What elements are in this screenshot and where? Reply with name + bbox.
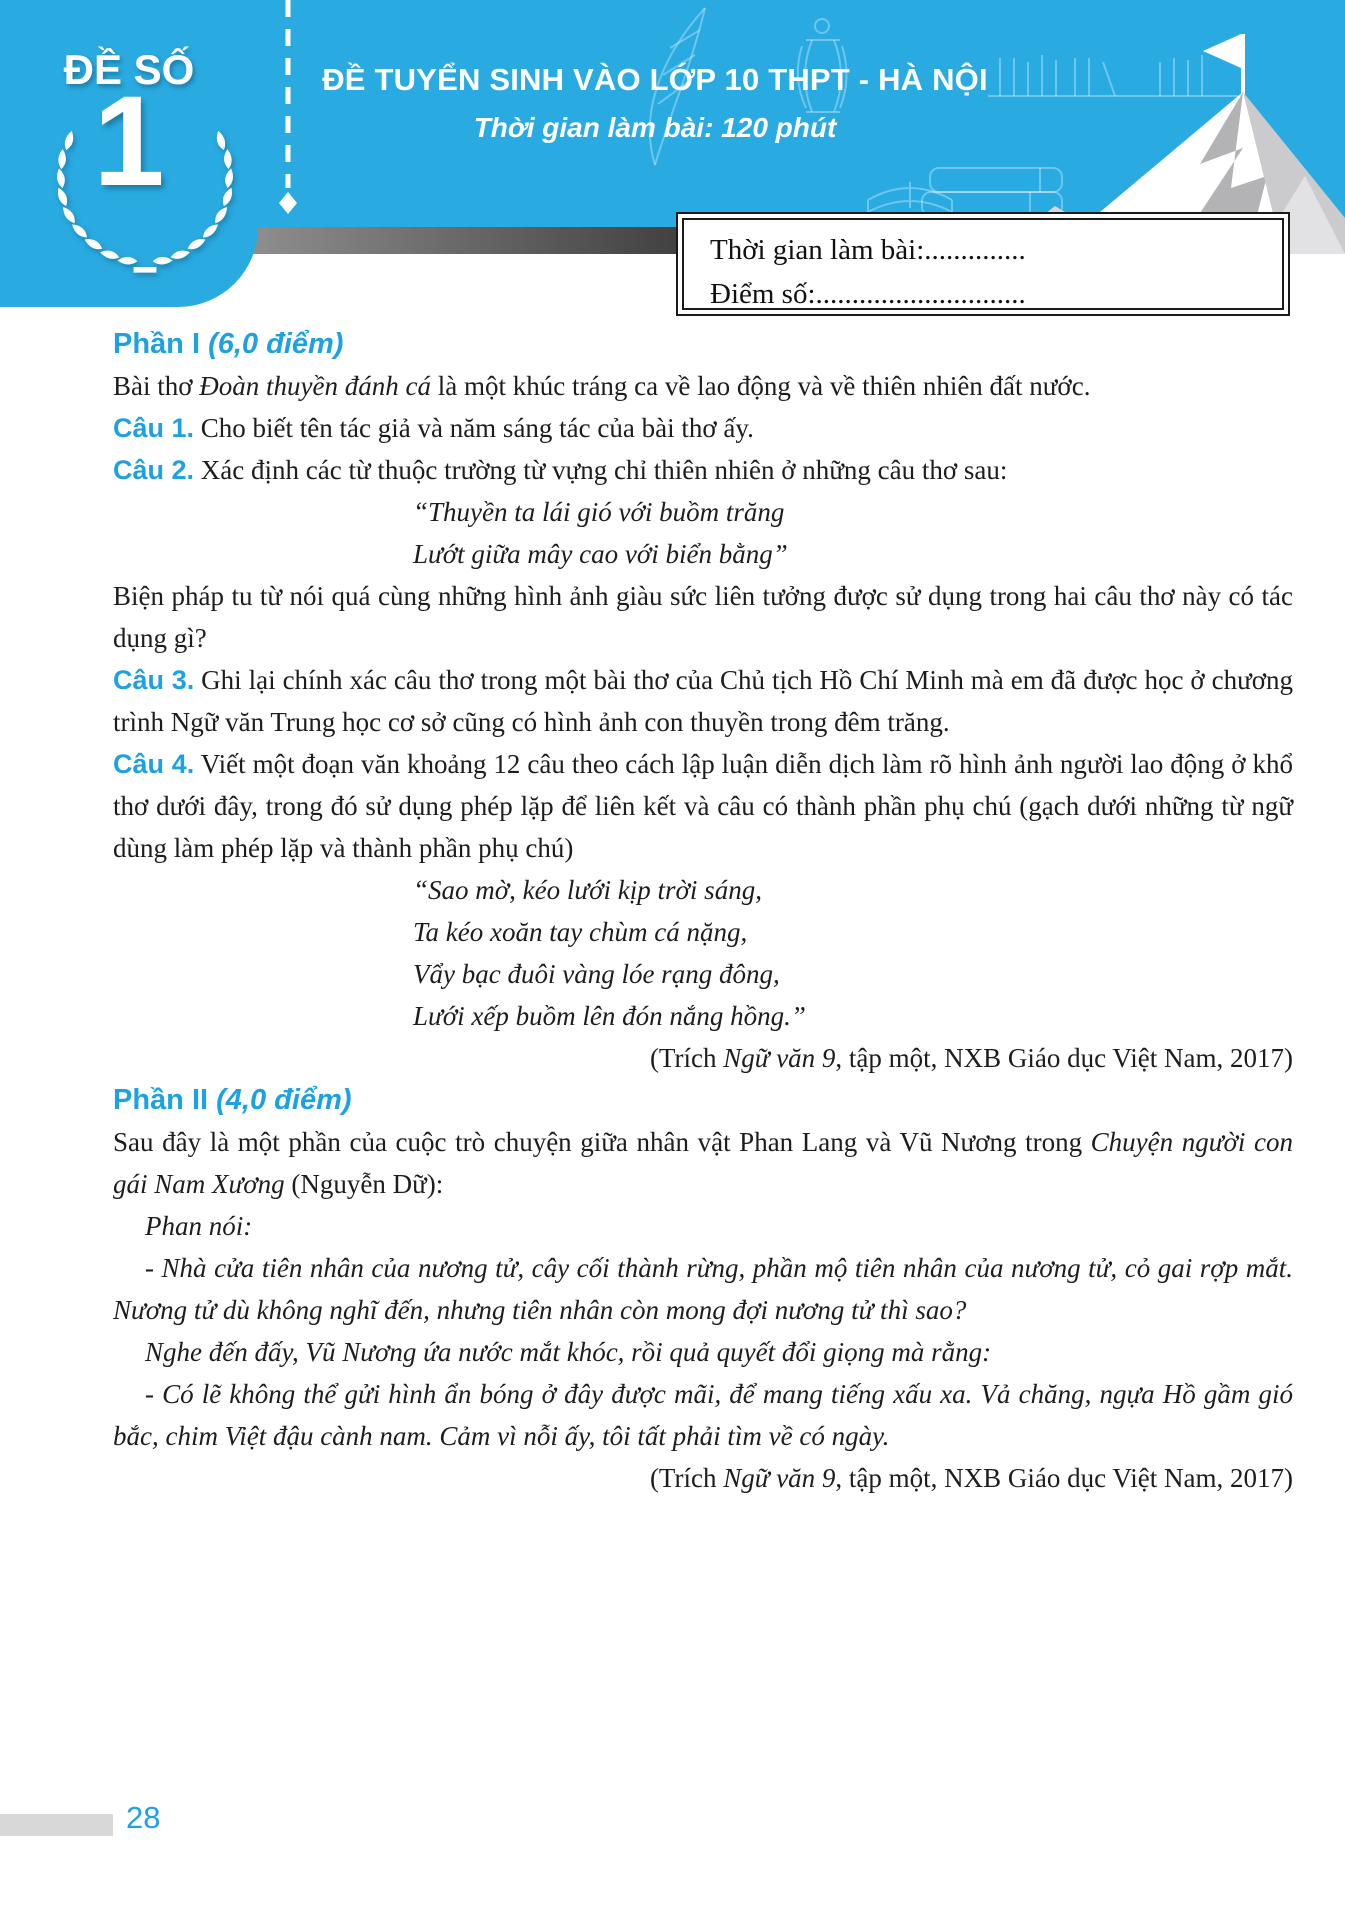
part2-intro-prefix: Sau đây là một phần của cuộc trò chuyện giữa nhân vật Phan Lang và Vũ Nương trong [113,1127,1091,1157]
question-3-label: Câu 3. [113,665,195,695]
part1-intro-prefix: Bài thơ [113,371,200,401]
citation-prefix: (Trích [649,1463,724,1493]
verse-line: “Sao mờ, kéo lưới kịp trời sáng, [413,875,762,905]
question-1 [113,407,1293,449]
question-4 [113,743,1293,869]
part1-citation [113,1037,1293,1079]
question-3 [113,659,1293,743]
part2-intro-work-title: Chuyện người con gái Nam Xương [113,1127,1293,1199]
badge-label: ĐỀ SỐ [63,46,195,93]
part1-intro-suffix: là một khúc tráng ca về lao động và về thiên nhiên đất nước. [430,371,1091,401]
badge-number: 1 [93,70,165,213]
exam-content [113,323,1293,1499]
dialog-line: Phan nói: [145,1211,253,1241]
part1-heading [113,323,1293,365]
banner-subtitle: Thời gian làm bài: 120 phút [473,112,837,143]
part2-intro [113,1121,1293,1205]
verse-line: Lưới xếp buồm lên đón nắng hồng.” [413,1001,806,1031]
citation-work-title: Ngữ văn 9 [723,1043,836,1073]
dashed-divider-icon [272,0,304,220]
dialog-line: - Nhà cửa tiên nhân của nương tử, cây cối thành rừng, phần mộ tiên nhân của nương tử, cỏ gai rợp mắt. Nương tử dù không nghĩ đến, nhưng tiên nhân còn mong đợi nương tử thì sao? [113,1253,1293,1325]
verse-line: Ta kéo xoăn tay chùm cá nặng, [413,917,748,947]
question-2 [113,449,1293,491]
score-box-inner [682,218,1284,310]
part2-citation [113,1457,1293,1499]
score-box [676,212,1290,316]
verse-line: “Thuyền ta lái gió với buồm trăng [413,497,785,527]
part1-intro [113,365,1293,407]
question-3-text: Ghi lại chính xác câu thơ trong một bài thơ của Chủ tịch Hồ Chí Minh mà em đã được học ở chương trình Ngữ văn Trung học cơ sở cũng có hình ảnh con thuyền trong đêm trăng. [113,665,1294,737]
dialog-line: - Có lẽ không thể gửi hình ẩn bóng ở đây được mãi, để mang tiếng xấu xa. Vả chăng, ngựa Hồ gầm gió bắc, chim Việt đậu cành nam. Cảm vì nỗi ấy, tôi tất phải tìm về có ngày. [113,1379,1293,1451]
open-book-icon [868,182,952,212]
question-2-followup: Biện pháp tu từ nói quá cùng những hình ảnh giàu sức liên tưởng được sử dụng trong hai câu thơ này có tác dụng gì? [113,581,1293,653]
score-box-score-line: Điểm số:............................. [710,278,1026,310]
dialog-line: Nghe đến đấy, Vũ Nương ứa nước mắt khóc, rồi quả quyết đổi giọng mà rằng: [145,1337,992,1367]
question-1-label: Câu 1. [113,413,195,443]
citation-prefix: (Trích [649,1043,724,1073]
question-2-label: Câu 2. [113,455,195,485]
citation-work-title: Ngữ văn 9 [723,1463,836,1493]
part2-heading [113,1079,1293,1121]
score-box-time-line: Thời gian làm bài:.............. [710,234,1026,266]
citation-suffix: , tập một, NXB Giáo dục Việt Nam, 2017) [835,1043,1293,1073]
page-number: 28 [126,1800,161,1835]
part1-points: (6,0 điểm) [208,328,344,360]
citation-suffix: , tập một, NXB Giáo dục Việt Nam, 2017) [835,1463,1293,1493]
question-2-text: Xác định các từ thuộc trường từ vựng chỉ thiên nhiên ở những câu thơ sau: [194,455,1008,485]
footer-bar [0,1814,113,1836]
question-1-text: Cho biết tên tác giả và năm sáng tác của bài thơ ấy. [194,413,754,443]
laurel-wreath-icon [50,128,240,290]
verse-line: Lướt giữa mây cao với biển bằng” [413,539,788,569]
banner-title: ĐỀ TUYỂN SINH VÀO LỚP 10 THPT - HÀ NỘI [322,62,988,97]
question-4-label: Câu 4. [113,749,195,779]
part1-heading-label: Phần I [113,328,201,360]
question-4-text: Viết một đoạn văn khoảng 12 câu theo cách lập luận diễn dịch làm rõ hình ảnh người lao động ở khổ thơ dưới đây, trong đó sử dụng phép lặp để liên kết và câu có thành phần phụ chú (gạch dưới những từ ngữ dùng làm phép lặp và thành phần phụ chú) [113,749,1293,863]
part2-points: (4,0 điểm) [216,1084,352,1116]
part1-intro-work-title: Đoàn thuyền đánh cá [199,371,431,401]
part2-intro-suffix: (Nguyễn Dữ): [284,1169,444,1199]
part2-heading-label: Phần II [113,1084,209,1116]
verse-line: Vẩy bạc đuôi vàng lóe rạng đông, [413,959,780,989]
